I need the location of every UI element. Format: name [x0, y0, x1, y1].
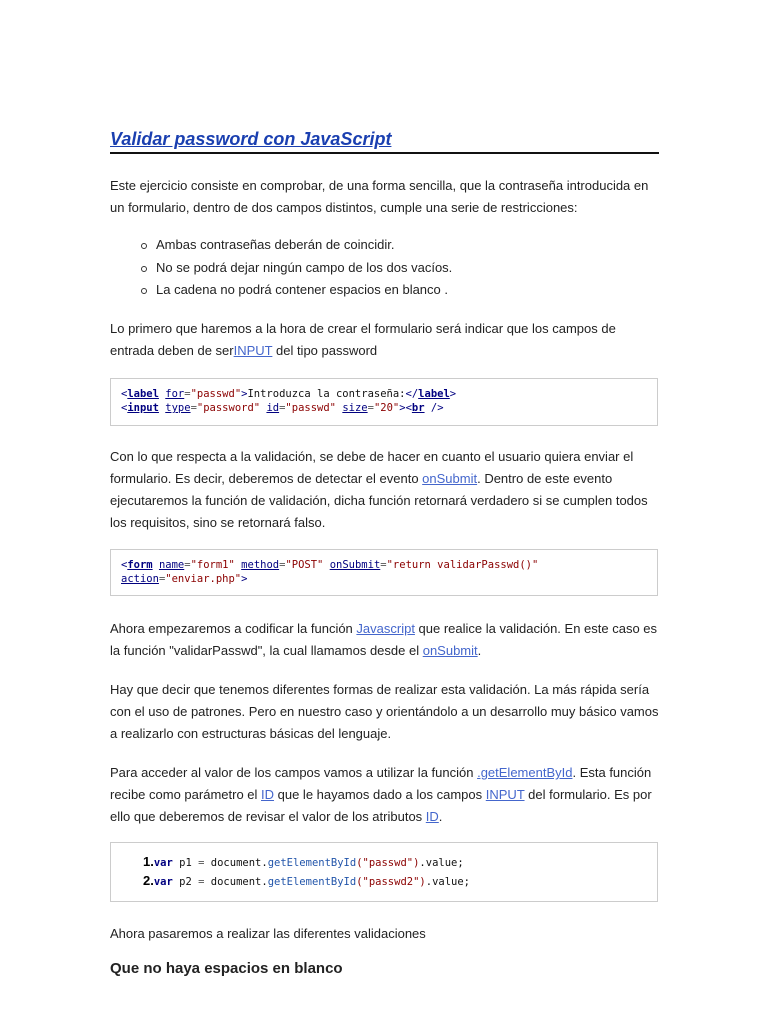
code-block-label-input — [110, 378, 658, 426]
patterns-paragraph: Hay que decir que tenemos diferentes formas de realizar esta validación. La más rápida sería con el uso de patrones. Pero en nuestro caso y orientándolo a un desarrollo muy básico vamos a realizarlo con estructuras básicas del lenguaje. — [110, 682, 659, 741]
id-link[interactable]: ID — [425, 809, 439, 824]
code-block-form — [110, 549, 658, 596]
function-paragraph: Ahora empezaremos a codificar la función Javascript que realice la validación. En este caso es la función "validarPasswd", la cual llamamos desde el onSubmit. — [110, 621, 658, 658]
intro-paragraph: Este ejercicio consiste en comprobar, de una forma sencilla, que la contraseña introducida en un formulario, dentro de dos campos distintos, cumple una serie de restricciones: — [110, 178, 649, 215]
code-line: <input type="password" id="passwd" size="20"><br /> — [121, 402, 444, 414]
list-item: La cadena no podrá contener espacios en blanco . — [110, 279, 452, 302]
getelementbyid-paragraph: Para acceder al valor de los campos vamos a utilizar la función .getElementById. Esta función recibe como parámetro el ID que le hayamos dado a los campos INPUT del formulario. Es por ello que deberemos de revisar el valor de los atributos ID. — [110, 765, 652, 824]
code-line: <form name="form1" method="POST" onSubmit="return validarPasswd()" — [121, 559, 539, 571]
page-title — [110, 129, 659, 154]
input-paragraph: Lo primero que haremos a la hora de crear el formulario será indicar que los campos de entrada deben de serINPUT del tipo password — [110, 321, 616, 358]
section-heading: Que no haya espacios en blanco — [110, 960, 343, 977]
validation-paragraph: Con lo que respecta a la validación, se debe de hacer en cuanto el usuario quiera enviar el formulario. Es decir, deberemos de detectar el evento onSubmit. Dentro de este evento ejecutaremos la función de validación, dicha función retornará verdadero si se cumplen todos los requisitos, sino se retornará falso. — [110, 449, 648, 530]
onsubmit-link[interactable]: onSubmit — [422, 471, 478, 486]
code-line: 2.var p2 = document.getElementById("passwd2").value; — [143, 873, 471, 888]
validations-paragraph: Ahora pasaremos a realizar las diferentes validaciones — [110, 926, 426, 941]
id-link[interactable]: ID — [261, 787, 275, 802]
code-line: action="enviar.php"> — [121, 573, 248, 585]
list-item: Ambas contraseñas deberán de coincidir. — [110, 234, 452, 257]
input-link[interactable]: INPUT — [233, 343, 273, 358]
title-link[interactable]: Validar password con JavaScript — [110, 129, 392, 149]
input-link[interactable]: INPUT — [485, 787, 525, 802]
getelementbyid-link[interactable]: .getElementById — [477, 765, 573, 780]
code-line: <label for="passwd">Introduzca la contraseña:</label> — [121, 388, 457, 400]
code-block-variables — [110, 842, 658, 902]
rules-list — [110, 234, 452, 302]
list-item: No se podrá dejar ningún campo de los dos vacíos. — [110, 257, 452, 280]
onsubmit-link[interactable]: onSubmit — [422, 643, 478, 658]
javascript-link[interactable]: Javascript — [356, 621, 415, 636]
code-line: 1.var p1 = document.getElementById("passwd").value; — [143, 854, 464, 869]
